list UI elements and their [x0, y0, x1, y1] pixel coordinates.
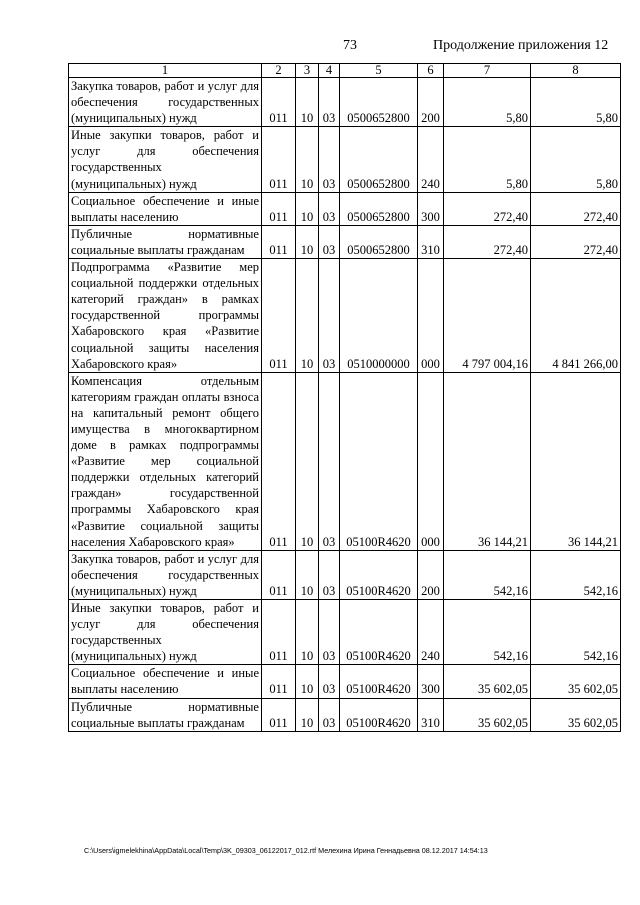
table-row: [69, 259, 621, 373]
target-article: 0500652800: [340, 127, 418, 192]
expense-type: 000: [418, 372, 444, 550]
target-article: 0500652800: [340, 78, 418, 127]
amount-col7: 272,40: [444, 225, 531, 258]
budget-table: [68, 63, 621, 732]
amount-col8: 4 841 266,00: [531, 259, 621, 373]
amount-col8: 5,80: [531, 78, 621, 127]
subsection-code: 03: [319, 225, 340, 258]
expense-type: 200: [418, 78, 444, 127]
amount-col7: 272,40: [444, 192, 531, 225]
subsection-code: 03: [319, 600, 340, 665]
amount-col7: 4 797 004,16: [444, 259, 531, 373]
row-name: Закупка товаров, работ и услуг для обеспечения государственных (муниципальных) нужд: [69, 78, 262, 127]
section-code: 10: [296, 225, 319, 258]
target-article: 05100R4620: [340, 600, 418, 665]
admin-code: 011: [262, 259, 296, 373]
amount-col8: 36 144,21: [531, 372, 621, 550]
file-path-footer: C:\Users\igmelekhina\AppData\Local\Temp\3K_09303_06122017_012.rtf Мелехина Ирина Геннадьевна 08.12.2017 14:54:13: [84, 846, 488, 855]
admin-code: 011: [262, 78, 296, 127]
subsection-code: 03: [319, 550, 340, 599]
expense-type: 000: [418, 259, 444, 373]
row-name: Социальное обеспечение и иные выплаты населению: [69, 192, 262, 225]
row-name: Компенсация отдельным категориям граждан оплаты взноса на капитальный ремонт общего имущества в многоквартирном доме в рамках подпрограммы «Развитие мер социальной поддержки отдельных категорий граждан» государственной программы Хабаровского края «Развитие социальной защиты населения Хабаровского края»: [69, 372, 262, 550]
expense-type: 200: [418, 550, 444, 599]
subsection-code: 03: [319, 192, 340, 225]
admin-code: 011: [262, 127, 296, 192]
section-code: 10: [296, 600, 319, 665]
section-code: 10: [296, 259, 319, 373]
admin-code: 011: [262, 550, 296, 599]
admin-code: 011: [262, 600, 296, 665]
table-row: [69, 665, 621, 698]
section-code: 10: [296, 698, 319, 731]
row-name: Подпрограмма «Развитие мер социальной поддержки отдельных категорий граждан» в рамках государственной программы Хабаровского края «Развитие социальной защиты населения Хабаровского края»: [69, 259, 262, 373]
subsection-code: 03: [319, 78, 340, 127]
column-header: 1: [69, 64, 262, 78]
row-name: Социальное обеспечение и иные выплаты населению: [69, 665, 262, 698]
target-article: 0500652800: [340, 225, 418, 258]
column-header: 4: [319, 64, 340, 78]
section-code: 10: [296, 192, 319, 225]
subsection-code: 03: [319, 698, 340, 731]
amount-col7: 5,80: [444, 127, 531, 192]
section-code: 10: [296, 127, 319, 192]
amount-col8: 272,40: [531, 225, 621, 258]
amount-col7: 35 602,05: [444, 665, 531, 698]
amount-col7: 36 144,21: [444, 372, 531, 550]
row-name: Иные закупки товаров, работ и услуг для обеспечения государственных (муниципальных) нужд: [69, 600, 262, 665]
appendix-caption: Продолжение приложения 12: [433, 38, 609, 53]
section-code: 10: [296, 372, 319, 550]
target-article: 05100R4620: [340, 550, 418, 599]
amount-col7: 5,80: [444, 78, 531, 127]
section-code: 10: [296, 78, 319, 127]
row-name: Публичные нормативные социальные выплаты гражданам: [69, 225, 262, 258]
column-header: 7: [444, 64, 531, 78]
amount-col8: 542,16: [531, 550, 621, 599]
expense-type: 240: [418, 600, 444, 665]
amount-col7: 35 602,05: [444, 698, 531, 731]
column-header: 5: [340, 64, 418, 78]
amount-col7: 542,16: [444, 600, 531, 665]
table-row: [69, 225, 621, 258]
admin-code: 011: [262, 698, 296, 731]
subsection-code: 03: [319, 665, 340, 698]
amount-col7: 542,16: [444, 550, 531, 599]
table-row: [69, 698, 621, 731]
table-row: [69, 78, 621, 127]
target-article: 05100R4620: [340, 698, 418, 731]
amount-col8: 35 602,05: [531, 665, 621, 698]
column-header: 6: [418, 64, 444, 78]
admin-code: 011: [262, 372, 296, 550]
amount-col8: 35 602,05: [531, 698, 621, 731]
target-article: 05100R4620: [340, 665, 418, 698]
admin-code: 011: [262, 665, 296, 698]
expense-type: 310: [418, 698, 444, 731]
row-name: Иные закупки товаров, работ и услуг для обеспечения государственных (муниципальных) нужд: [69, 127, 262, 192]
target-article: 05100R4620: [340, 372, 418, 550]
table-row: [69, 600, 621, 665]
page-number: 73: [343, 38, 357, 53]
column-number-row: [69, 64, 621, 78]
admin-code: 011: [262, 225, 296, 258]
expense-type: 240: [418, 127, 444, 192]
table-row: [69, 372, 621, 550]
target-article: 0500652800: [340, 192, 418, 225]
subsection-code: 03: [319, 127, 340, 192]
section-code: 10: [296, 665, 319, 698]
section-code: 10: [296, 550, 319, 599]
table-row: [69, 127, 621, 192]
subsection-code: 03: [319, 259, 340, 373]
amount-col8: 5,80: [531, 127, 621, 192]
column-header: 3: [296, 64, 319, 78]
row-name: Публичные нормативные социальные выплаты гражданам: [69, 698, 262, 731]
target-article: 0510000000: [340, 259, 418, 373]
amount-col8: 272,40: [531, 192, 621, 225]
admin-code: 011: [262, 192, 296, 225]
column-header: 8: [531, 64, 621, 78]
expense-type: 310: [418, 225, 444, 258]
table-row: [69, 550, 621, 599]
table-row: [69, 192, 621, 225]
subsection-code: 03: [319, 372, 340, 550]
expense-type: 300: [418, 192, 444, 225]
expense-type: 300: [418, 665, 444, 698]
row-name: Закупка товаров, работ и услуг для обеспечения государственных (муниципальных) нужд: [69, 550, 262, 599]
amount-col8: 542,16: [531, 600, 621, 665]
column-header: 2: [262, 64, 296, 78]
